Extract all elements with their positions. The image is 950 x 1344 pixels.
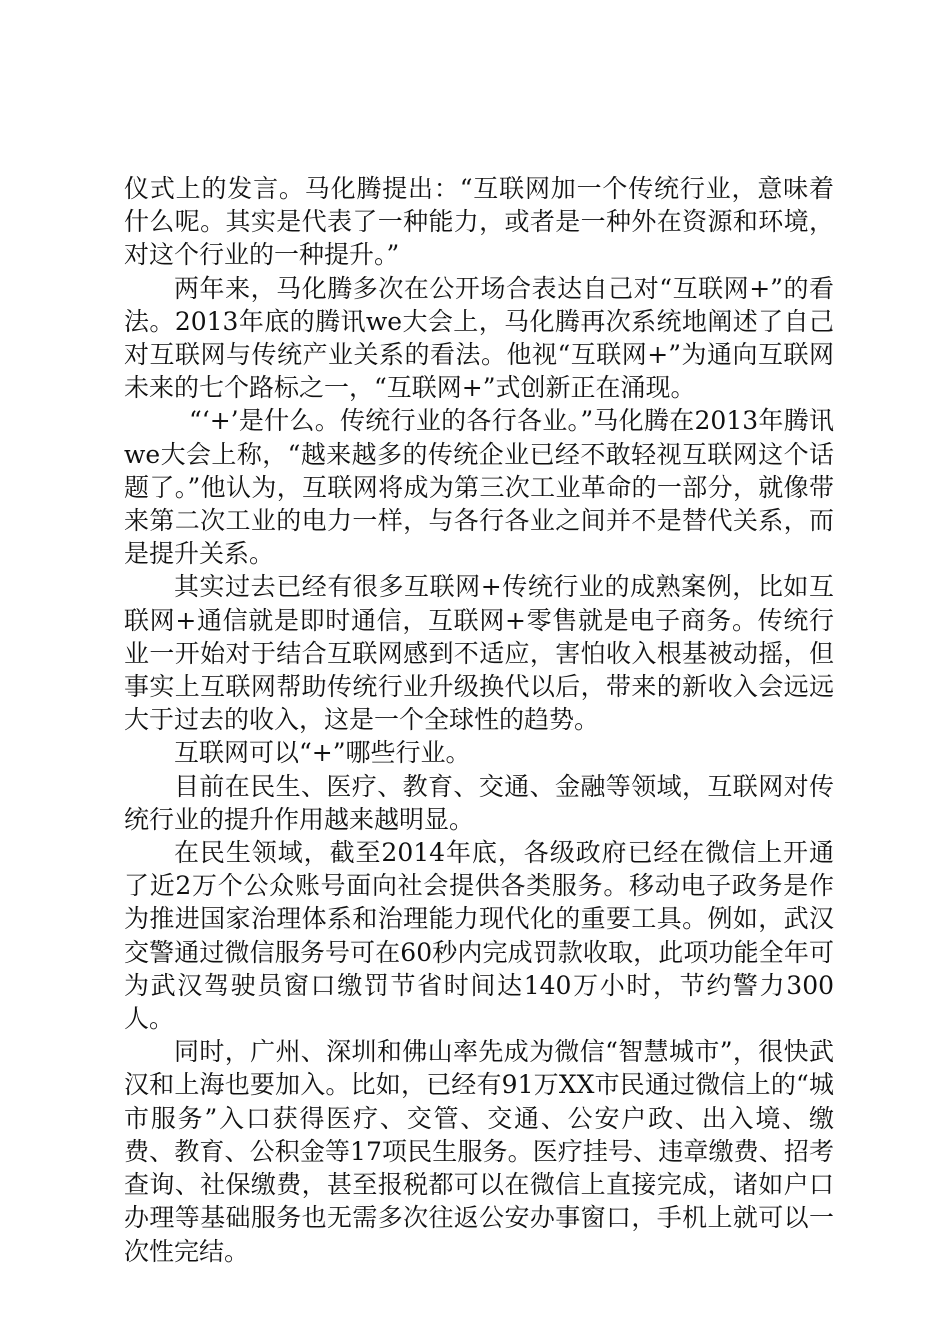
paragraph: 两年来，马化腾多次在公开场合表达自己对“互联网+”的看法。2013年底的腾讯we大会上，马化腾再次系统地阐述了自己对互联网与传统产业关系的看法。他视“互联网+”为通向互联网未来的七个路标之一，“互联网+”式创新正在涌现。	[124, 273, 834, 403]
paragraph: 仪式上的发言。马化腾提出：“互联网加一个传统行业，意味着什么呢。其实是代表了一种能力，或者是一种外在资源和环境，对这个行业的一种提升。”	[124, 174, 834, 270]
paragraph: 在民生领域，截至2014年底，各级政府已经在微信上开通了近2万个公众账号面向社会提供各类服务。移动电子政务是作为推进国家治理体系和治理能力现代化的重要工具。例如，武汉交警通过微信服务号可在60秒内完成罚款收取，此项功能全年可为武汉驾驶员窗口缴罚节省时间达140万小时，节约警力300人。	[124, 838, 834, 1034]
paragraph: 其实过去已经有很多互联网+传统行业的成熟案例，比如互联网+通信就是即时通信，互联网+零售就是电子商务。传统行业一开始对于结合互联网感到不适应，害怕收入根基被动摇，但事实上互联网帮助传统行业升级换代以后，带来的新收入会远远大于过去的收入，这是一个全球性的趋势。	[124, 572, 834, 735]
document-body	[124, 172, 834, 1268]
paragraph: 互联网可以“+”哪些行业。	[174, 738, 471, 768]
paragraph: “‘+’是什么。传统行业的各行各业。”马化腾在2013年腾讯we大会上称，“越来越多的传统企业已经不敢轻视互联网这个话题了。”他认为，互联网将成为第三次工业革命的一部分，就像带来第二次工业的电力一样，与各行各业之间并不是替代关系，而是提升关系。	[124, 406, 834, 569]
paragraph: 目前在民生、医疗、教育、交通、金融等领域，互联网对传统行业的提升作用越来越明显。	[124, 771, 834, 834]
paragraph: 同时，广州、深圳和佛山率先成为微信“智慧城市”，很快武汉和上海也要加入。比如，已经有91万XX市民通过微信上的“城市服务”入口获得医疗、交管、交通、公安户政、出入境、缴费、教育、公积金等17项民生服务。医疗挂号、违章缴费、招考查询、社保缴费，甚至报税都可以在微信上直接完成，诸如户口办理等基础服务也无需多次往返公安办事窗口，手机上就可以一次性完结。	[124, 1037, 834, 1266]
